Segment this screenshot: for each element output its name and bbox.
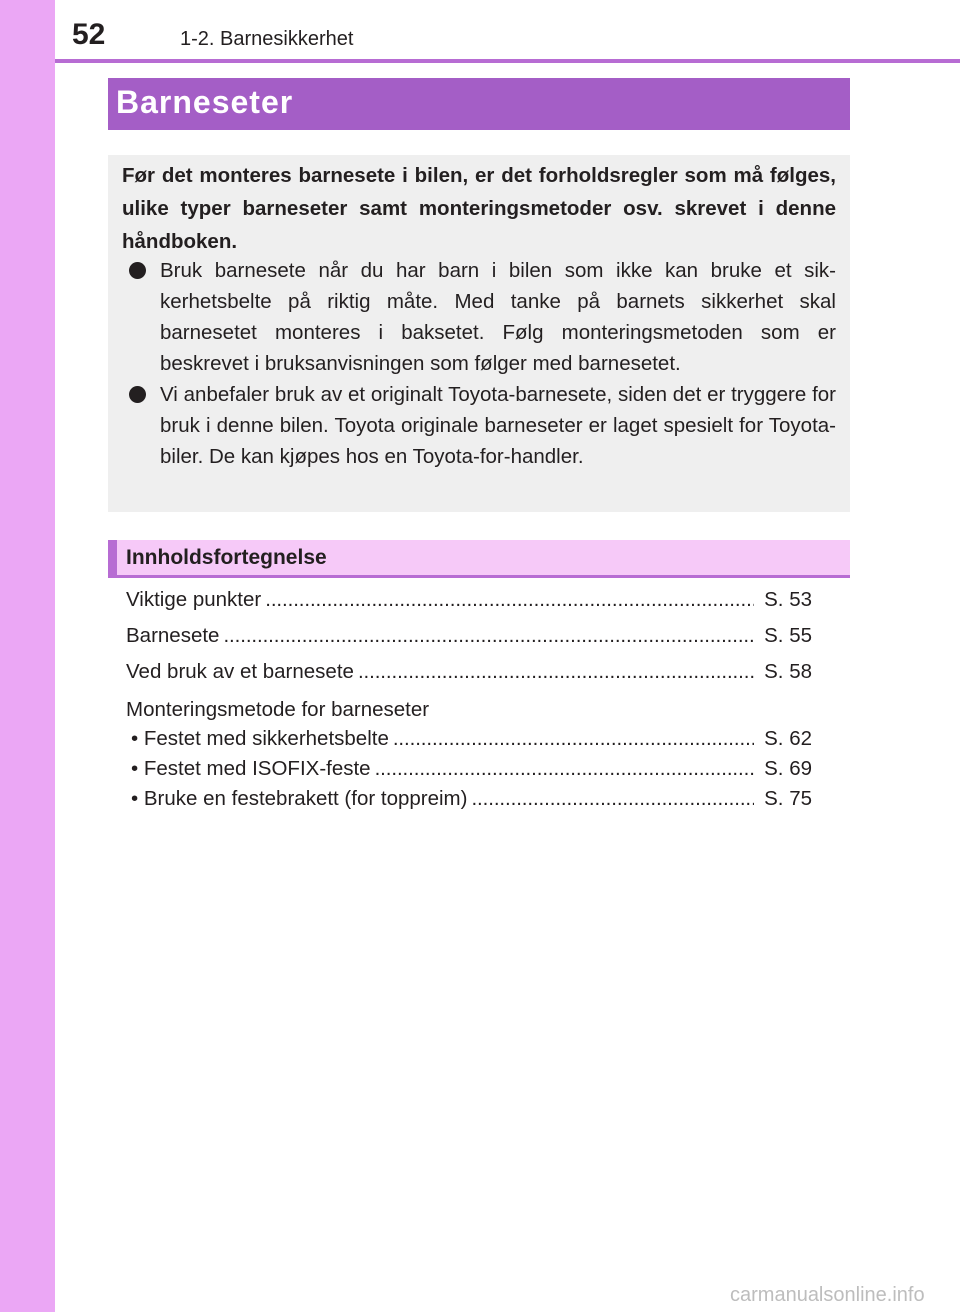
- chapter-side-tab: [0, 0, 55, 1312]
- page-title: Barneseter: [116, 84, 294, 120]
- toc-leader: [354, 660, 754, 684]
- toc-entry-title: • Festet med sikkerhetsbelte: [131, 727, 389, 750]
- intro-bullet: [160, 379, 836, 472]
- toc-sub-entry[interactable]: [131, 727, 812, 751]
- contents-heading: Innholdsfortegnelse: [126, 546, 327, 569]
- toc-entry-page: S. 62: [764, 727, 812, 750]
- toc-entry-page: S. 55: [764, 624, 812, 647]
- contents-heading-bar: [108, 540, 850, 575]
- toc-entry-page: S. 75: [764, 787, 812, 810]
- page-number: 52: [72, 18, 106, 51]
- toc-entry[interactable]: [126, 660, 812, 684]
- intro-bullet-text: Vi anbefaler bruk av et originalt Toyota-barnesete, siden det er tryggere for bruk i denne bilen. Toyota originale barneseter er laget spesielt for Toyota-biler. De kan kjøpes hos en Toyota-for-handler.: [160, 383, 836, 468]
- toc-sub-entry[interactable]: [131, 757, 812, 781]
- toc-leader: [219, 624, 754, 648]
- toc-entry[interactable]: [126, 624, 812, 648]
- toc-entry-page: S. 53: [764, 588, 812, 611]
- toc-group-title: Monteringsmetode for barneseter: [126, 698, 430, 721]
- toc-leader: [467, 787, 754, 811]
- toc-entry[interactable]: [126, 588, 812, 612]
- toc-entry-title: Viktige punkter: [126, 588, 262, 611]
- toc-leader: [371, 757, 755, 781]
- page-title-band: [108, 78, 850, 130]
- toc-entry-title: Ved bruk av et barnesete: [126, 660, 354, 683]
- intro-bullet: [160, 255, 836, 379]
- section-label: 1-2. Barnesikkerhet: [180, 28, 354, 50]
- intro-lead: Før det monteres barnesete i bilen, er det forholdsregler som må følges, ulike typer barneseter samt monteringsmetoder osv. skrevet i denne håndboken.: [122, 164, 836, 253]
- toc-entry-title: Barnesete: [126, 624, 220, 647]
- toc-entry-page: S. 58: [764, 660, 812, 683]
- watermark: carmanualsonline.info: [730, 1284, 925, 1306]
- intro-bullet-text: Bruk barnesete når du har barn i bilen som ikke kan bruke et sik-kerhetsbelte på riktig måte. Med tanke på barnets sikkerhet skal barnesetet monteres i baksetet. Følg monteringsmetoden som er beskrevet i bruksanvisningen som følger med barnesetet.: [160, 259, 836, 375]
- header-rule: [55, 59, 960, 63]
- toc-entry-page: S. 69: [764, 757, 812, 780]
- contents-heading-rule: [108, 575, 850, 578]
- toc-entry-title: • Festet med ISOFIX-feste: [131, 757, 371, 780]
- toc-entry-title: • Bruke en festebrakett (for toppreim): [131, 787, 468, 810]
- bullet-dot-icon: [129, 386, 146, 403]
- toc-leader: [261, 588, 754, 612]
- toc-sub-entry[interactable]: [131, 787, 812, 811]
- toc-leader: [389, 727, 754, 751]
- intro-box: [108, 155, 850, 512]
- bullet-dot-icon: [129, 262, 146, 279]
